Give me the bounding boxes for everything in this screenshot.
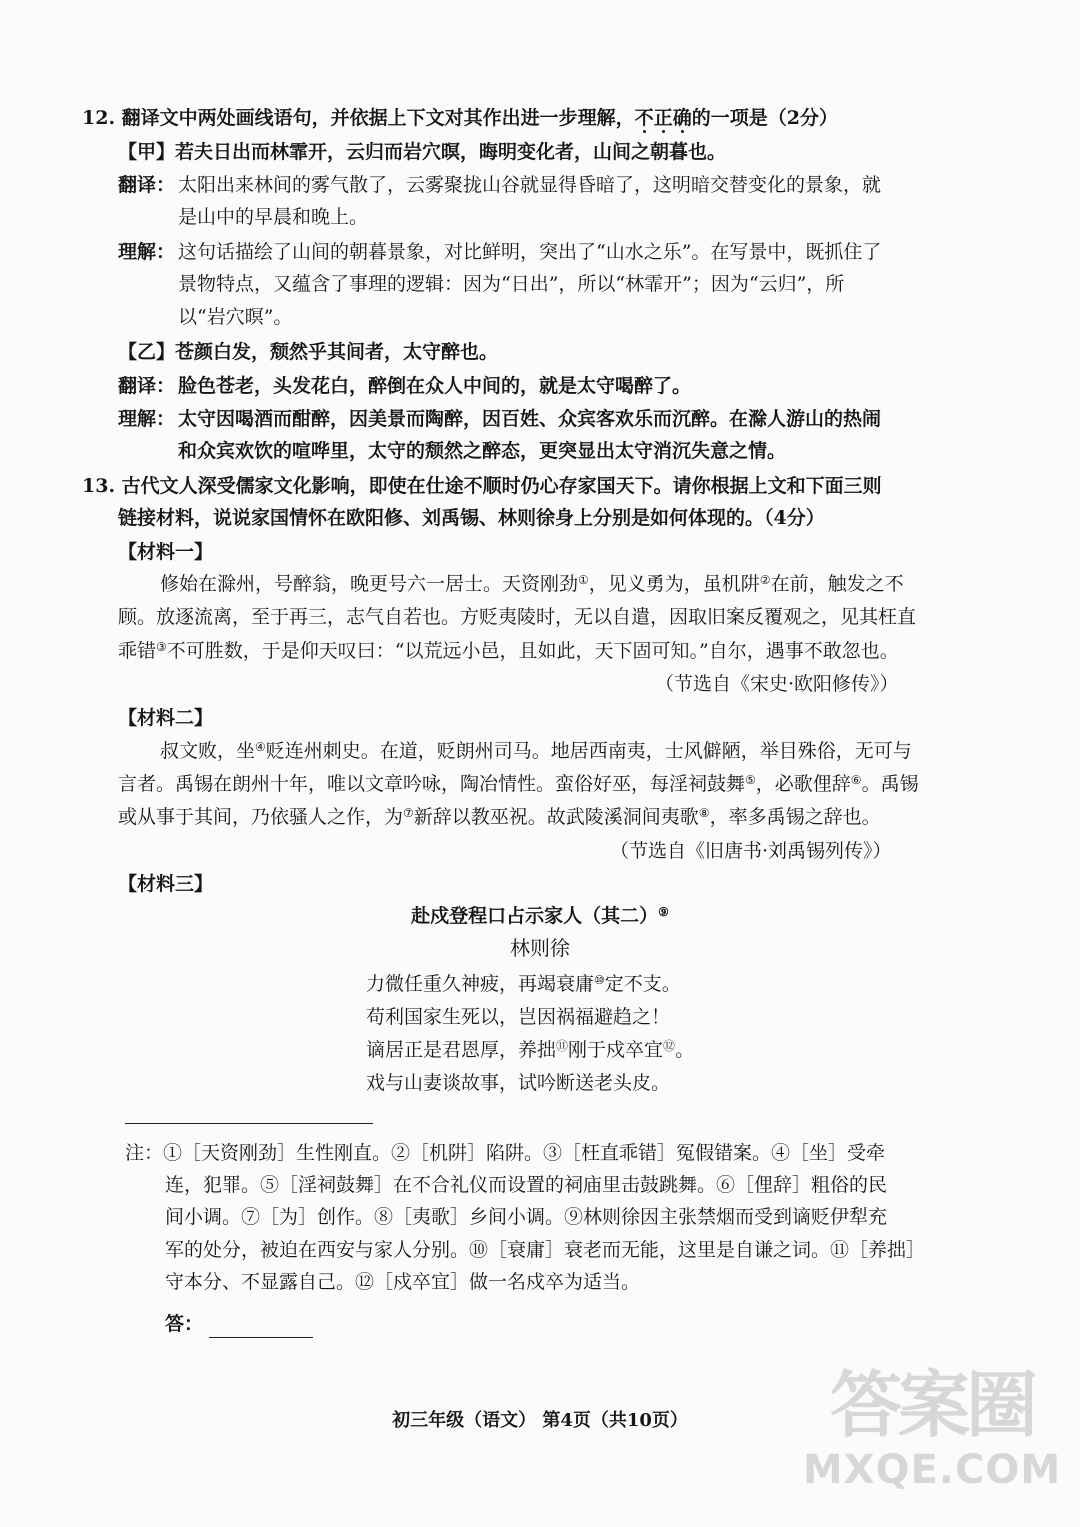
notes-line: 军的处分，被迫在西安与家人分别。⑩［衰庸］衰老而无能，这里是自谦之词。⑪［养拙］: [165, 1239, 926, 1261]
poem-line: 力微任重久神疲，再竭衰庸⑩定不支。: [366, 973, 681, 995]
q13-stem-line: 13. 古代文人深受儒家文化影响，即使在仕途不顺时仍心存家国天下。请你根据上文和下面三则: [82, 475, 882, 497]
material-3-label: 【材料三】: [118, 873, 214, 895]
q13-stem-line: 链接材料，说说家国情怀在欧阳修、刘禹锡、林则徐身上分别是如何体现的。（4分）: [118, 507, 825, 529]
yi-understanding-line: 太守因喝酒而酣醉，因美景而陶醉，因百姓、众宾客欢乐而沉醉。在滁人游山的热闹: [178, 408, 882, 430]
notes-line: 注：①［天资刚劲］生性刚直。②［机阱］陷阱。③［枉直乖错］冤假错案。④［坐］受牵: [125, 1142, 886, 1164]
material-2-line: 言者。禹锡在朗州十年，唯以文章吟咏，陶冶情性。蛮俗好巫，每淫祠鼓舞⑤，必歌俚辞⑥。禹锡: [118, 773, 919, 795]
q12-jia-line: 【甲】若夫日出而林霏开，云归而岩穴暝，晦明变化者，山间之朝暮也。: [118, 141, 727, 163]
watermark-logo: 答案圈: [829, 1363, 1034, 1447]
poem-line: 谪居正是君恩厚，养拙⑪刚于戍卒宜⑫。: [366, 1039, 695, 1061]
jia-translation-line: 太阳出来林间的雾气散了，云雾聚拢山谷就显得昏暗了，这明暗交替变化的景象，就: [178, 174, 882, 196]
poem-line: 戏与山妻谈故事，试吟断送老头皮。: [366, 1072, 671, 1094]
material-1-label: 【材料一】: [118, 541, 214, 563]
q12-stem: 12. 翻译文中两处画线语句，并依据上下文对其作出进一步理解，不正确的一项是（2分）: [82, 107, 838, 129]
q12-yi-line: 【乙】苍颜白发，颓然乎其间者，太守醉也。: [118, 341, 499, 363]
answer-label: 答：: [165, 1313, 204, 1335]
material-1-line: 顾。放逐流离，至于再三，志气自若也。方贬夷陵时，无以自遣，因取旧案反覆观之，见其枉直: [118, 606, 917, 628]
yi-translation-label: 翻译：: [118, 375, 176, 397]
answer-area: [165, 1310, 313, 1338]
poem-line: 苟利国家生死以，岂因祸福避趋之！: [366, 1006, 671, 1028]
jia-translation-label: 翻译：: [118, 174, 176, 196]
material-1-line: 乖错③不可胜数，于是仰天叹曰：“以荒远小邑，且如此，天下固可知。”自尔，遇事不敢忽也。: [118, 640, 899, 662]
material-2-line: 或从事于其间，乃依骚人之作，为⑦新辞以教巫祝。故武陵溪洞间夷歌⑧，率多禹锡之辞也。: [118, 806, 881, 828]
material-2-source: （节选自《旧唐书·刘禹锡列传》）: [610, 840, 892, 862]
material-2-line: 叔文败，坐④贬连州刺史。在道，贬朗州司马。地居西南夷，士风僻陋，举目殊俗，无可与: [160, 740, 912, 762]
poem-title: 赴戍登程口占示家人（其二）⑨: [411, 905, 669, 927]
poem-author: 林则徐: [510, 936, 570, 960]
jia-understanding-label: 理解：: [118, 241, 176, 263]
jia-understanding-line: 以“岩穴暝”。: [178, 306, 293, 328]
jia-translation-line: 是山中的早晨和晚上。: [178, 206, 369, 228]
material-1-line: 修始在滁州，号醉翁，晚更号六一居士。天资刚劲①，见义勇为，虽机阱②在前，触发之不: [160, 573, 904, 595]
page-footer: 初三年级（语文） 第4页（共10页）: [392, 1410, 688, 1431]
notes-line: 守本分、不显露自己。⑫［戍卒宜］做一名戍卒为适当。: [165, 1271, 641, 1293]
watermark-url: MXQE.COM: [802, 1447, 1062, 1493]
watermark: [792, 1363, 1072, 1513]
notes-line: 间小调。⑦［为］创作。⑧［夷歌］乡间小调。⑨林则徐因主张禁烟而受到谪贬伊犁充: [165, 1206, 888, 1228]
material-2-label: 【材料二】: [118, 707, 214, 729]
yi-understanding-label: 理解：: [118, 408, 176, 430]
yi-translation-line: 脸色苍老，头发花白，醉倒在众人中间的，就是太守喝醉了。: [178, 375, 692, 397]
notes-divider: [125, 1123, 373, 1124]
jia-understanding-line: 这句话描绘了山间的朝暮景象，对比鲜明，突出了“山水之乐”。在写景中，既抓住了: [178, 241, 882, 263]
yi-understanding-line: 和众宾欢饮的喧哗里，太守的颓然之醉态，更突显出太守消沉失意之情。: [178, 440, 787, 462]
notes-line: 连，犯罪。⑤［淫祠鼓舞］在不合礼仪而设置的祠庙里击鼓跳舞。⑥［俚辞］粗俗的民: [165, 1174, 888, 1196]
jia-understanding-line: 景物特点，又蕴含了事理的逻辑：因为“日出”，所以“林霏开”；因为“云归”，所: [178, 273, 845, 295]
material-1-source: （节选自《宋史·欧阳修传》）: [655, 673, 899, 695]
answer-blank[interactable]: [209, 1315, 313, 1338]
